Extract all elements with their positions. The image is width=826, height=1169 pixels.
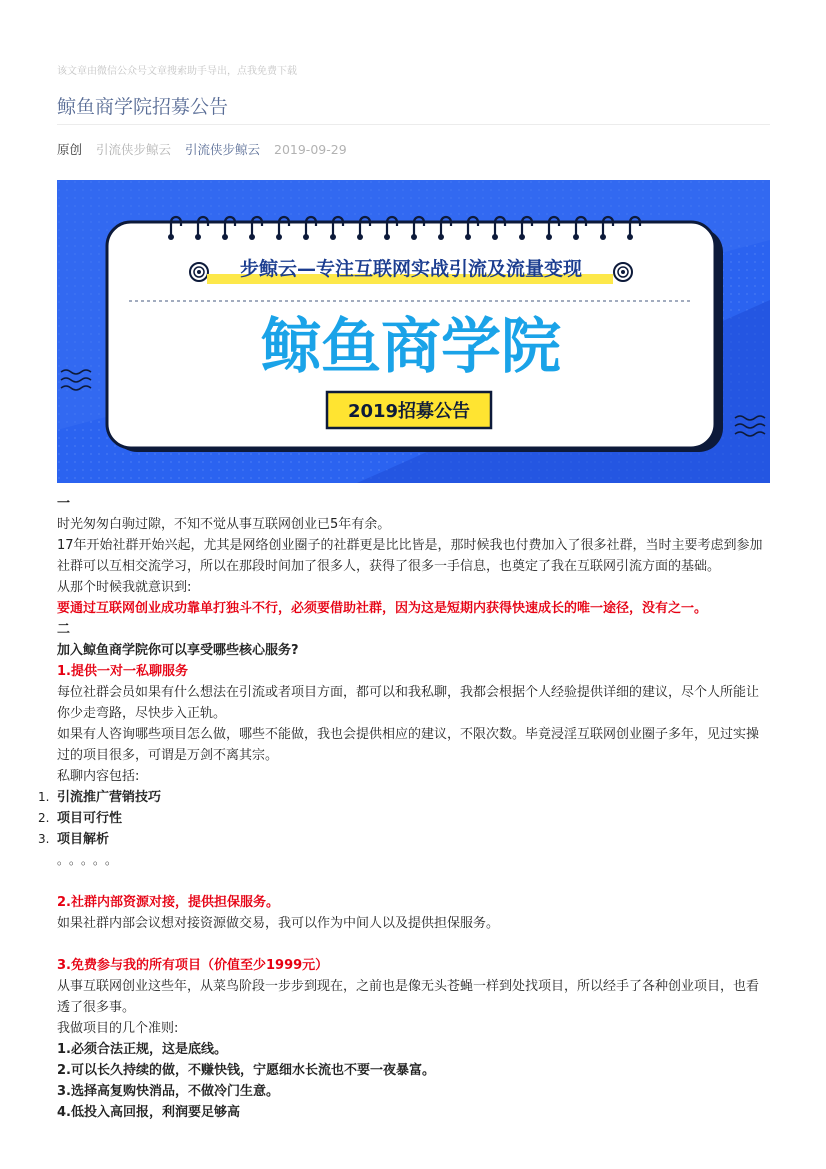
paragraph: 私聊内容包括: [57, 769, 140, 784]
spiral-hole [600, 234, 606, 240]
spiral-hole [357, 234, 363, 240]
spiral-hole [330, 234, 336, 240]
spiral-hole [573, 234, 579, 240]
spiral-hole [627, 234, 633, 240]
spiral-hole [276, 234, 282, 240]
paragraph: 我做项目的几个准则: [57, 1021, 179, 1036]
list-text: 项目解析 [57, 832, 110, 847]
section-marker-one: 一 [57, 496, 71, 511]
service-title-1: 1.提供一对一私聊服务 [57, 664, 188, 679]
original-tag: 原创 [57, 142, 83, 157]
export-note-link[interactable]: 该文章由微信公众号文章搜索助手导出，点我免费下载 [57, 66, 297, 77]
account-link[interactable]: 引流侠步鲸云 [185, 142, 261, 157]
ellipsis-dots: 。。。。。 [57, 853, 124, 867]
publish-date: 2019-09-29 [274, 142, 347, 157]
chat-topics-list [38, 787, 770, 850]
list-number: 1. [38, 790, 50, 804]
spiral-hole [195, 234, 201, 240]
list-text: 项目可行性 [57, 811, 123, 826]
service-title-3: 3.免费参与我的所有项目（价值至少1999元） [57, 958, 329, 973]
rule-item: 4.低投入高回报，利润要足够高 [57, 1105, 240, 1120]
spiral-hole [384, 234, 390, 240]
rule-item: 2.可以长久持续的做，不赚快钱，宁愿细水长流也不要一夜暴富。 [57, 1063, 435, 1078]
highlight-statement: 要通过互联网创业成功靠单打独斗不行，必须要借助社群，因为这是短期内获得快速成长的唯一途径，没有之一。 [57, 601, 708, 616]
paragraph: 如果社群内部会议想对接资源做交易，我可以作为中间人以及提供担保服务。 [57, 916, 500, 931]
paragraph: 每位社群会员如果有什么想法在引流或者项目方面，都可以和我私聊，我都会根据个人经验提供详细的建议，尽个人所能让你少走弯路，尽快步入正轨。 [57, 685, 760, 721]
article-title: 鲸鱼商学院招募公告 [57, 96, 229, 118]
banner-illustration [57, 180, 770, 483]
spiral-hole [303, 234, 309, 240]
paragraph: 17年开始社群开始兴起，尤其是网络创业圈子的社群更是比比皆是，那时候我也付费加入了很多社群，当时主要考虑到参加社群可以互相交流学习，所以在那段时间加了很多人，获得了很多一手信息，也奠定了我在互联网引流方面的基础。 [57, 538, 763, 574]
paragraph: 从事互联网创业这些年，从菜鸟阶段一步步到现在，之前也是像无头苍蝇一样到处找项目，所以经手了各种创业项目，也看透了很多事。 [57, 979, 760, 1015]
spiral-hole [546, 234, 552, 240]
spiral-hole [222, 234, 228, 240]
banner-badge-text: 2019招募公告 [347, 401, 471, 422]
list-item [38, 829, 770, 850]
target-icon-right [614, 263, 632, 281]
banner-image [57, 180, 770, 483]
spiral-hole [465, 234, 471, 240]
article-meta [57, 140, 357, 158]
spiral-hole [519, 234, 525, 240]
author-name: 引流侠步鲸云 [96, 142, 172, 157]
section-question: 加入鲸鱼商学院你可以享受哪些核心服务? [57, 643, 299, 658]
spiral-hole [492, 234, 498, 240]
section-marker-two: 二 [57, 622, 71, 637]
rule-item: 3.选择高复购快消品，不做冷门生意。 [57, 1084, 279, 1099]
banner-slogan: 步鲸云—专注互联网实战引流及流量变现 [239, 258, 583, 280]
paragraph: 从那个时候我就意识到: [57, 580, 192, 595]
spiral-hole [438, 234, 444, 240]
spiral-hole [168, 234, 174, 240]
service-title-2: 2.社群内部资源对接，提供担保服务。 [57, 895, 279, 910]
list-number: 3. [38, 832, 50, 846]
list-item [38, 787, 770, 808]
title-divider [57, 124, 770, 125]
list-item [38, 808, 770, 829]
spiral-hole [411, 234, 417, 240]
spiral-hole [249, 234, 255, 240]
list-number: 2. [38, 811, 50, 825]
paragraph: 如果有人咨询哪些项目怎么做，哪些不能做，我也会提供相应的建议，不限次数。毕竟浸淫互联网创业圈子多年，见过实操过的项目很多，可谓是万剑不离其宗。 [57, 727, 760, 763]
list-text: 引流推广营销技巧 [57, 790, 162, 805]
banner-main-title: 鲸鱼商学院 [261, 312, 561, 382]
rule-item: 1.必须合法正规，这是底线。 [57, 1042, 227, 1057]
article-body [38, 493, 770, 1123]
paragraph: 时光匆匆白驹过隙，不知不觉从事互联网创业已5年有余。 [57, 517, 391, 532]
target-icon-left [190, 263, 208, 281]
